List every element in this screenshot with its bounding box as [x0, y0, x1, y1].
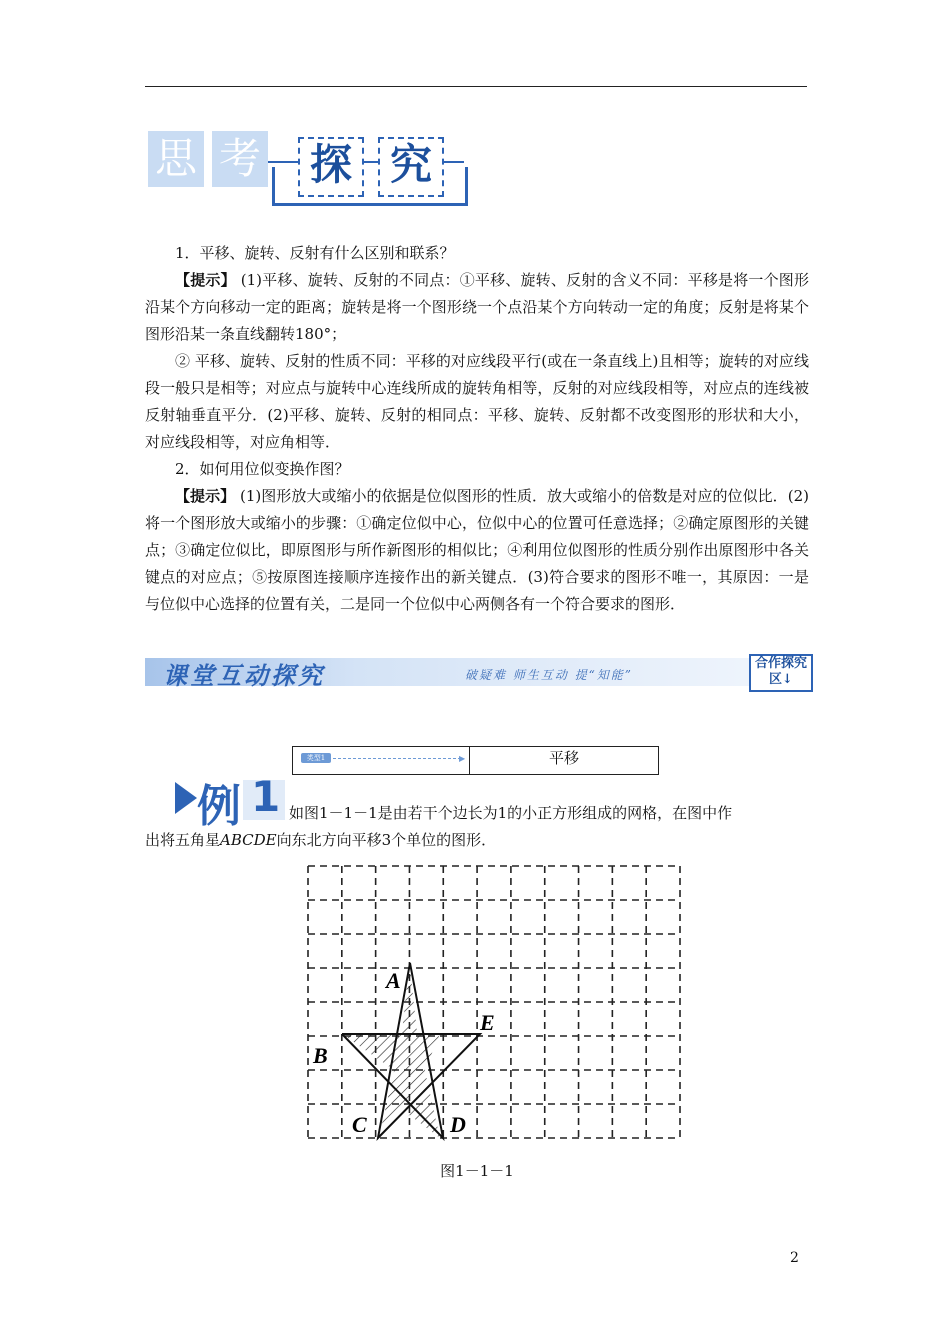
- banner-title: 课堂互动探究: [163, 661, 325, 690]
- hint-label-2: 【提示】: [175, 487, 236, 505]
- example-badge: [175, 772, 287, 832]
- label-E: E: [480, 1010, 495, 1035]
- label-D: D: [450, 1112, 466, 1137]
- figure-caption: 图1－1－1: [440, 1162, 514, 1180]
- star-grid-figure: [300, 858, 690, 1143]
- coop-explore-box: 合作探究区↓: [749, 654, 813, 692]
- arrow-head-icon: ▶: [459, 754, 466, 763]
- topic-title: 平移: [548, 749, 579, 767]
- type-tag: 类型1: [301, 753, 331, 763]
- example-label: 例: [197, 781, 239, 832]
- example-text-line-1: 如图1－1－1是由若干个边长为1的小正方形组成的网格，在图中作: [289, 804, 733, 822]
- topic-table: [292, 746, 659, 775]
- banner-char-3: 探: [309, 140, 352, 189]
- hint-text-2: (1)图形放大或缩小的依据是位似图形的性质．放大或缩小的倍数是对应的位似比．(2)将一个图形放大或缩小的步骤：①确定位似中心，位似中心的位置可任意选择；②确定原图形的关键点；③确定位似比，即原图形与所作新图形的相似比；④利用位似图形的性质分别作出原图形中各关键点的对应点；⑤按原图连接顺序连接作出的新关键点．(3)符合要求的图形不唯一，其原因：一是与位似中心选择的位置有关，二是同一个位似中心两侧各有一个符合要求的图形．: [145, 487, 809, 613]
- topic-tag-cell: [293, 747, 470, 774]
- hint-1b: ② 平移、旋转、反射的性质不同：平移的对应线段平行(或在一条直线上)且相等；旋转的对应线段一般只是相等；对应点与旋转中心连线所成的旋转角相等，反射的对应线段相等，对应点的连线被反射轴垂直平分．(2)平移、旋转、反射的相同点：平移、旋转、反射都不改变图形的形状和大小，对应线段相等，对应角相等．: [145, 352, 809, 451]
- question-2: 2．如何用位似变换作图？: [175, 460, 350, 478]
- banner-char-2: 考: [218, 134, 261, 183]
- dashed-grid: [308, 866, 680, 1138]
- example-text-line-2: [145, 827, 809, 854]
- example-arrow-icon: [175, 782, 197, 814]
- question-1: 1．平移、旋转、反射有什么区别和联系？: [175, 244, 455, 262]
- example-number: 1: [251, 772, 281, 821]
- example-text-part-1: 出将五角星: [145, 831, 221, 849]
- dashed-arrow-line: [333, 758, 461, 759]
- hint-1: [145, 267, 809, 348]
- label-C: C: [352, 1112, 367, 1137]
- think-explore-banner: [148, 131, 466, 207]
- banner-subtitle: 破疑难 师生互动 提“知能”: [465, 668, 633, 682]
- label-B: B: [313, 1043, 328, 1068]
- label-A: A: [386, 968, 401, 993]
- hint-text-1: (1)平移、旋转、反射的不同点：①平移、旋转、反射的含义不同：平移是将一个图形沿某个方向移动一定的距离；旋转是将一个图形绕一个点沿某个方向转动一定的角度；反射是将某个图形沿某一条直线翻转180°；: [145, 271, 809, 343]
- page-number: 2: [790, 1250, 799, 1266]
- hint-2: [145, 483, 809, 618]
- class-interaction-banner: [145, 654, 813, 690]
- hint-label-1: 【提示】: [175, 271, 236, 289]
- banner-char-1: 思: [154, 134, 197, 183]
- question-block-1: [145, 240, 809, 618]
- example-star-name: ABCDE: [220, 831, 277, 849]
- banner-char-4: 究: [389, 140, 432, 189]
- top-rule: [145, 86, 807, 87]
- example-text-part-2: 向东北方向平移3个单位的图形．: [276, 831, 497, 849]
